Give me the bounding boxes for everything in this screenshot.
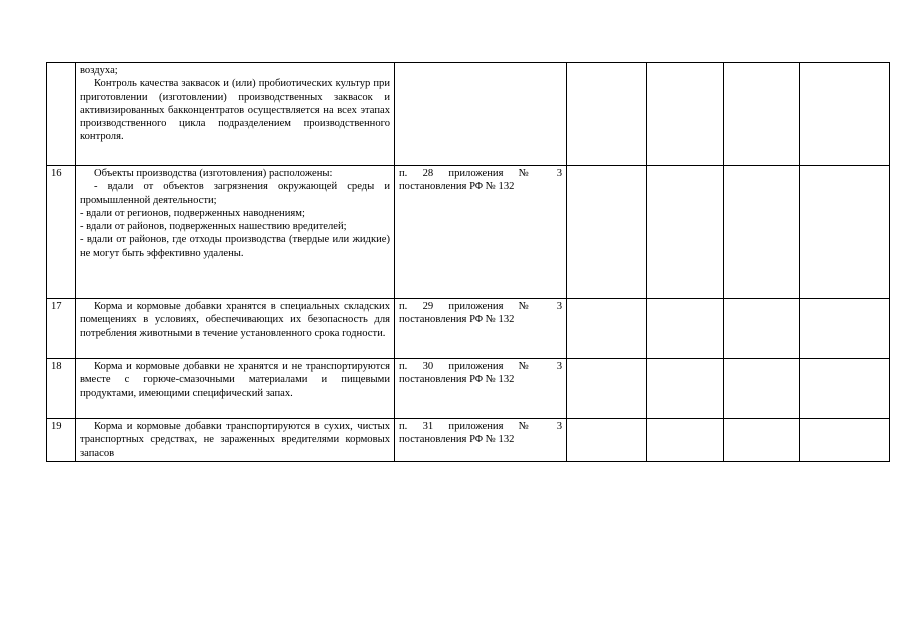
empty-answer-cell [567, 166, 647, 299]
legal-reference-text: п. 31 приложения № 3 постановления РФ № 132 [399, 421, 562, 446]
requirement-cell [76, 419, 395, 462]
empty-answer-cell [567, 299, 647, 359]
requirement-text: Корма и кормовые добавки хранятся в специальных складских помещениях в условиях, обеспечивающих их безопасность для потребления животными в течение установленного срока годности. [80, 301, 390, 339]
empty-answer-cell [800, 359, 890, 419]
requirements-table [46, 62, 890, 462]
requirement-text: воздуха; [80, 65, 118, 76]
table-row [47, 299, 890, 359]
empty-answer-cell [647, 63, 724, 166]
row-number [47, 63, 76, 166]
empty-answer-cell [724, 63, 800, 166]
requirement-cell [76, 166, 395, 299]
legal-reference-cell [395, 166, 567, 299]
legal-reference-text: п. 30 приложения № 3 постановления РФ № 132 [399, 361, 562, 386]
row-number: 18 [47, 359, 76, 419]
requirement-text: - вдали от объектов загрязнения окружающей среды и промышленной деятельности; [80, 181, 390, 206]
row-number: 19 [47, 419, 76, 462]
empty-answer-cell [724, 299, 800, 359]
empty-answer-cell [800, 166, 890, 299]
empty-answer-cell [567, 359, 647, 419]
row-number: 16 [47, 166, 76, 299]
table-row [47, 359, 890, 419]
legal-reference-cell [395, 299, 567, 359]
empty-answer-cell [647, 299, 724, 359]
requirement-text: Корма и кормовые добавки транспортируются в сухих, чистых транспортных средствах, не зараженных вредителями кормовых запасов [80, 421, 390, 459]
table-row [47, 419, 890, 462]
empty-answer-cell [647, 359, 724, 419]
empty-answer-cell [800, 63, 890, 166]
legal-reference-text: п. 28 приложения № 3 постановления РФ № 132 [399, 168, 562, 193]
empty-answer-cell [567, 63, 647, 166]
requirement-cell [76, 359, 395, 419]
empty-answer-cell [647, 419, 724, 462]
empty-answer-cell [800, 419, 890, 462]
requirement-cell [76, 63, 395, 166]
requirement-text: Контроль качества заквасок и (или) пробиотических культур при приготовлении (изготовлении) производственных заквасок и активизированных бакконцентратов осуществляется на всех этапах производственного цикла подразделением производственного контроля. [80, 78, 390, 143]
empty-answer-cell [800, 299, 890, 359]
empty-answer-cell [724, 359, 800, 419]
requirement-cell [76, 299, 395, 359]
empty-answer-cell [647, 166, 724, 299]
empty-answer-cell [724, 419, 800, 462]
legal-reference-cell [395, 359, 567, 419]
table-row [47, 63, 890, 166]
requirement-text: - вдали от регионов, подверженных наводнениям; [80, 207, 305, 219]
requirement-text: Корма и кормовые добавки не хранятся и не транспортируются вместе с горюче-смазочными материалами и пищевыми продуктами, имеющими специфический запах. [80, 361, 390, 399]
empty-answer-cell [724, 166, 800, 299]
requirement-text: - вдали от районов, подверженных нашествию вредителей; [80, 221, 347, 233]
table-row [47, 166, 890, 299]
legal-reference-cell [395, 63, 567, 166]
legal-reference-text: п. 29 приложения № 3 постановления РФ № 132 [399, 301, 562, 326]
legal-reference-cell [395, 419, 567, 462]
row-number: 17 [47, 299, 76, 359]
empty-answer-cell [567, 419, 647, 462]
requirement-text: Объекты производства (изготовления) расположены: [94, 168, 333, 179]
requirement-text: - вдали от районов, где отходы производства (твердые или жидкие) не могут быть эффективно удалены. [80, 234, 390, 259]
